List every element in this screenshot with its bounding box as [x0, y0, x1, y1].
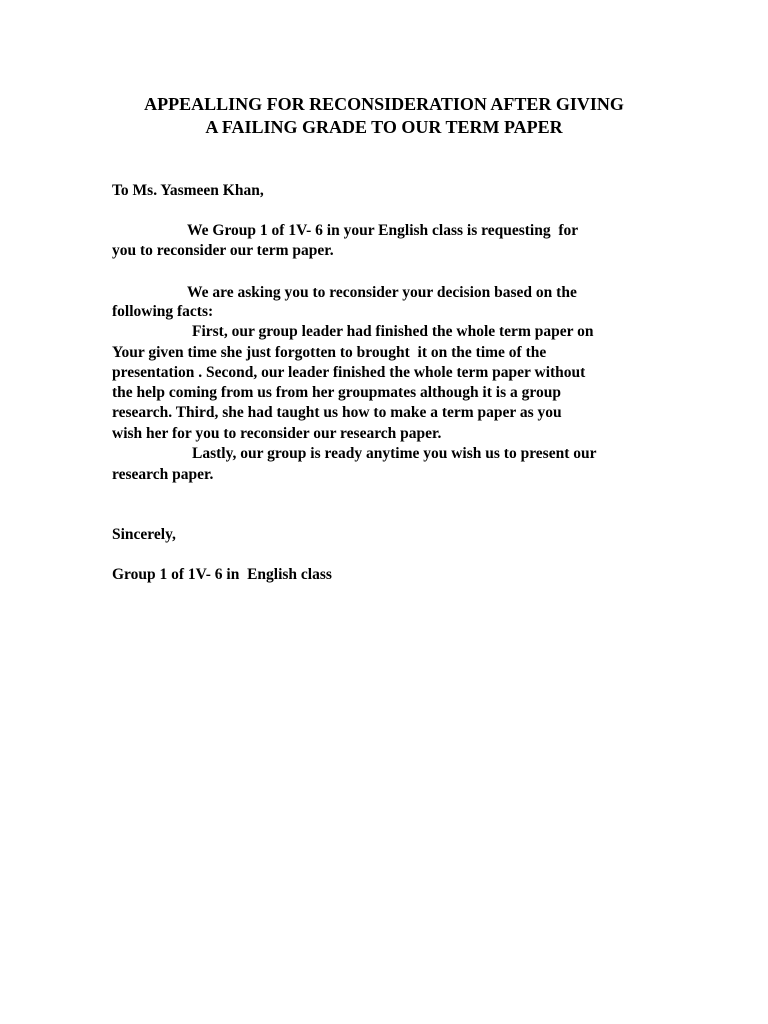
paragraph2-line-5: presentation . Second, our leader finished the whole term paper without: [112, 364, 586, 381]
title-line-1: APPEALLING FOR RECONSIDERATION AFTER GIVING: [144, 94, 624, 114]
paragraph2-line-7: research. Third, she had taught us how to make a term paper as you: [112, 404, 562, 421]
paragraph1-line-1: We Group 1 of 1V- 6 in your English class is requesting for: [187, 222, 579, 239]
paragraph2-line-10: research paper.: [112, 466, 214, 483]
paragraph2-line-6: the help coming from us from her groupmates although it is a group: [112, 384, 561, 401]
paragraph2-line-1: We are asking you to reconsider your decision based on the: [187, 284, 577, 301]
letter-title: [100, 93, 668, 139]
paragraph2-line-3: First, our group leader had finished the whole term paper on: [192, 323, 594, 340]
salutation: To Ms. Yasmeen Khan,: [112, 182, 264, 199]
signature: Group 1 of 1V- 6 in English class: [112, 566, 332, 583]
closing: Sincerely,: [112, 526, 176, 543]
paragraph1-line-2: you to reconsider our term paper.: [112, 242, 334, 259]
paragraph2-line-9: Lastly, our group is ready anytime you wish us to present our: [192, 445, 597, 462]
paragraph2-line-4: Your given time she just forgotten to brought it on the time of the: [112, 344, 547, 361]
paragraph2-line-2: following facts:: [112, 303, 214, 320]
paragraph2-line-8: wish her for you to reconsider our research paper.: [112, 425, 442, 442]
title-line-2: A FAILING GRADE TO OUR TERM PAPER: [205, 117, 563, 137]
